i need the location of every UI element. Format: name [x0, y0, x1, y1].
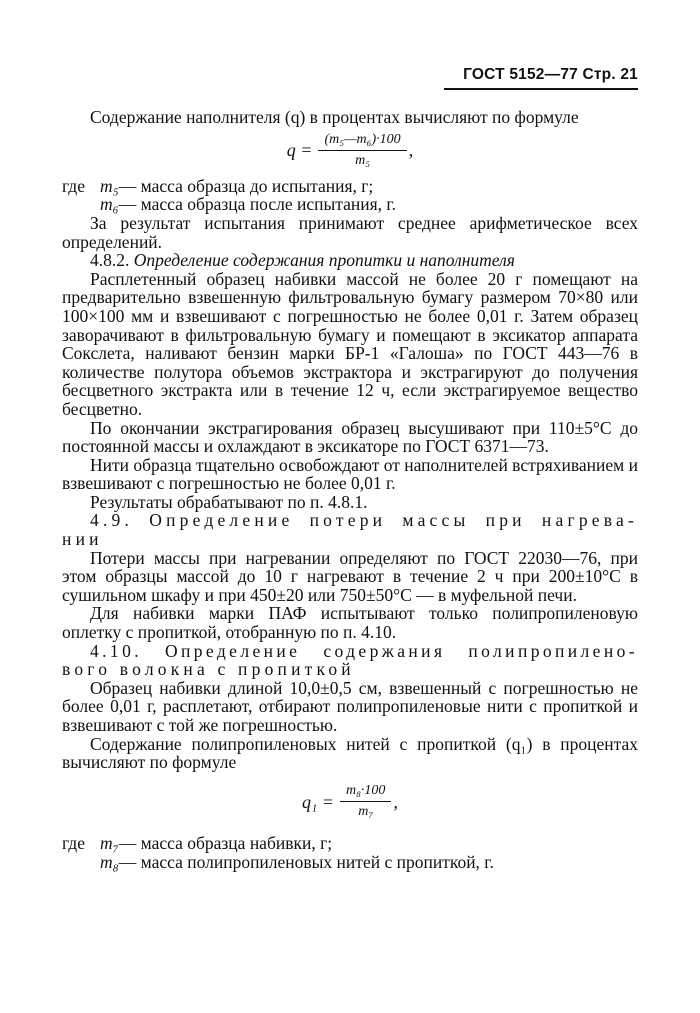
definition-text: — масса полипропиленовых нитей с пропиткой, г. [118, 851, 494, 872]
section-4-8-2-heading [62, 251, 638, 270]
section-4-9-heading-line2: нии [62, 529, 103, 550]
paragraph-paf-grade: Для набивки марки ПАФ испытывают только полипропиленовую оплетку с пропиткой, отобранную по п. 4.10. [62, 603, 638, 643]
definition-symbol: m₆ [100, 194, 119, 215]
formula-q [62, 131, 638, 171]
definitions-q1 [62, 834, 638, 871]
formula-q-fraction [318, 131, 406, 171]
formula-q1-numerator: m₈·100 [340, 782, 391, 803]
definition-row [62, 834, 638, 853]
paragraph-result-average: За результат испытания принимают среднее арифметическое всех определений. [62, 212, 638, 252]
definition-row [62, 177, 638, 196]
standard-code: ГОСТ 5152—77 [463, 66, 578, 83]
paragraph-extraction-procedure: Расплетенный образец набивки массой не более 20 г помещают на предварительно взвешенную фильтровальную бумагу размером 70×80 или 100×100 мм и взвешивают с погрешностью не более 0,01 г. Затем образец заворачивают в фильтровальную бумагу и помещают в эксикатор аппарата Сокслета, наливают бензин марки БР-1 «Галоша» по ГОСТ 443—76 в количестве полутора объемов экстрактора и экстрагируют до получения бесцветного экстракта или в течение 12 ч, если экстрагируемое вещество бесцветно. [62, 268, 638, 419]
section-4-9-heading-line1: 4.9. Определение потери массы при нагрева- [90, 510, 638, 531]
paragraph-sample-weighing: Образец набивки длиной 10,0±0,5 см, взвешенный с погрешностью не более 0,01 г, расплетают, отбирают полипропиленовые нити с пропиткой и взвешивают с той же погрешностью. [62, 677, 638, 735]
paragraph-threads-weighing: Нити образца тщательно освобождают от наполнителей встряхиванием и взвешивают с погрешностью не более 0,01 г. [62, 454, 638, 494]
paragraph-heating-loss: Потери массы при нагревании определяют по ГОСТ 22030—76, при этом образцы массой до 10 г нагревают в течение 2 ч при 200±10°С в сушильном шкафу и при 450±20 или 750±50°С — в муфельной печи. [62, 547, 638, 605]
formula-q-denominator: m₅ [355, 153, 371, 169]
section-4-10-heading-line2: вого волокна с пропиткой [62, 659, 355, 680]
definition-row [62, 853, 638, 872]
section-4-10-heading-line1: 4.10. Определение содержания полипропилено- [90, 640, 638, 661]
definition-label [62, 853, 100, 872]
paragraph-results-processing: Результаты обрабатывают по п. 4.8.1. [90, 491, 368, 512]
body-text [62, 108, 638, 871]
section-title: Определение содержания пропитки и наполнителя [133, 250, 515, 271]
definition-symbol: m₅ [100, 175, 119, 196]
definition-row [62, 195, 638, 214]
definition-text: — масса образца после испытания, г. [118, 194, 396, 215]
definitions-q [62, 177, 638, 214]
paragraph-polypropylene-content: Содержание полипропиленовых нитей с пропиткой (q₁) в процентах вычисляют по формуле [62, 733, 638, 773]
definition-label [62, 195, 100, 214]
formula-q-comma: , [408, 140, 414, 161]
formula-q1-denominator: m₇ [358, 804, 374, 820]
formula-q1-comma: , [393, 791, 398, 812]
formula-q1-fraction [340, 782, 391, 822]
definition-text: — масса образца набивки, г; [118, 832, 333, 853]
header-rule [444, 88, 638, 90]
paragraph-drying: По окончании экстрагирования образец высушивают при 110±5°С до постоянной массы и охлаждают в эксикаторе по ГОСТ 6371—73. [62, 417, 638, 457]
formula-q1 [62, 782, 638, 822]
definition-symbol: m₇ [100, 832, 119, 853]
definition-label: где [62, 832, 85, 853]
formula-q-lhs: q = [286, 140, 313, 161]
paragraph-filler-intro: Содержание наполнителя (q) в процентах вычисляют по формуле [90, 107, 579, 127]
definition-text: — масса образца до испытания, г; [118, 175, 374, 196]
formula-q1-lhs: q₁ = [302, 791, 334, 812]
section-number: 4.8.2. [90, 250, 130, 271]
page-number: Стр. 21 [582, 66, 638, 83]
formula-q-numerator: (m₅—m₆)·100 [318, 131, 406, 152]
definition-label: где [62, 175, 85, 196]
page-header [463, 66, 638, 84]
definition-symbol: m₈ [100, 851, 119, 872]
